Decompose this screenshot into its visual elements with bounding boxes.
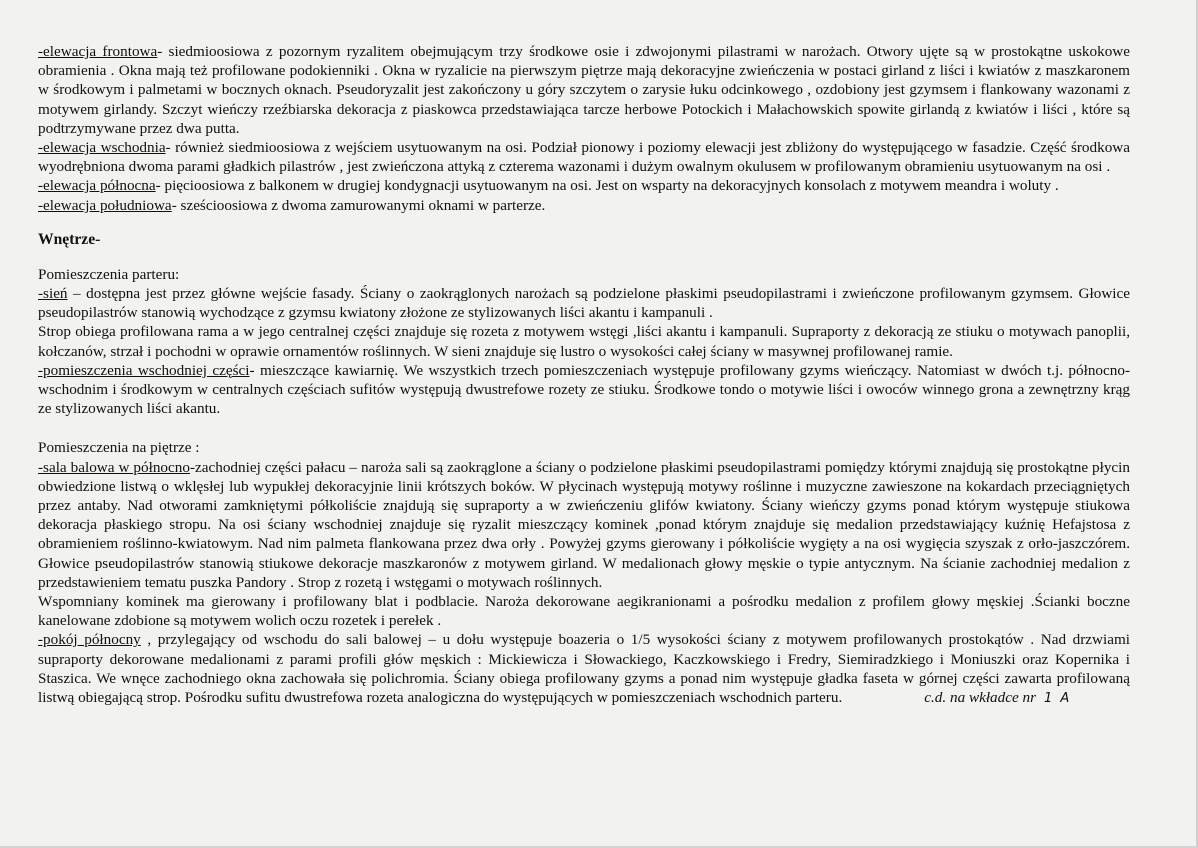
upper-floor-item-text: , przylegający od wschodu do sali balowej – u dołu występuje boazeria o 1/5 wysokości ściany z motywem profilowanych prostokątów . Nad drzwiami supraporty dekorowane medalionami z parami profili głów męskich : Mickiewicza i Słowackiego, Kaczkowskiego i Fredry, Siemiradzkiego i Moniuszki oraz Kopernika i Staszica. We wnęce zachodniego okna zachowała się polichromia. Ściany obiega profilowany gzyms a ponad nim występuje gładka faseta w górnej części zawarta profilowaną listwą obiegającą strop. Pośrodku sufitu dwustrefowa rozeta analogiczna do występujących w pomieszczeniach wschodnich parteru. — [38, 631, 1130, 707]
upper-floor-item-text: Wspomniany kominek ma gierowany i profilowany blat i podblacie. Naroża dekorowane aegikranionami a pośrodku medalion z profilem głowy męskiej .Ścianki boczne kanelowane zdobione są motywem wolich oczu rozetek i perełek . — [38, 593, 1130, 630]
ground-floor-item-label: -sień — [38, 285, 68, 303]
ground-floor-item — [38, 284, 1130, 322]
ground-floor-item — [38, 322, 1130, 360]
upper-floor-item — [38, 592, 1130, 630]
continuation-number: 1 A — [1044, 691, 1072, 707]
facade-south-label: -elewacja południowa — [38, 196, 172, 214]
facade-front — [38, 42, 1130, 138]
ground-floor-item-text: – dostępna jest przez główne wejście fasady. Ściany o zaokrąglonych narożach są podzielone płaskimi pseudopilastrami i zwieńczone profilowanym gzymsem. Głowice pseudopilastrów stanowią wychodzące z gzymsu kwiatony złożone ze stylizowanych liści akantu i kampanuli . — [38, 285, 1130, 322]
upper-floor-item-label: -sala balowa w północno — [38, 458, 190, 476]
facade-north — [38, 176, 1130, 195]
ground-floor-title: Pomieszczenia parteru: — [38, 265, 180, 283]
ground-floor-item-label: -pomieszczenia wschodniej części — [38, 361, 250, 379]
facade-front-label: -elewacja frontowa — [38, 43, 158, 60]
ground-floor-item-text: - mieszczące kawiarnię. We wszystkich trzech pomieszczeniach występuje profilowany gzyms wieńczący. Natomiast w dwóch t.j. północno-wschodnim i środkowym w centralnych częściach sufitów występują dwustrefowe rozety ze stiuku. Środkowe tondo o motywie liści i owoców winnego grona a zewnętrzny krąg ze stylizowanych liści akantu. — [38, 361, 1131, 418]
ground-floor-item — [38, 361, 1130, 419]
document-body — [38, 42, 1130, 708]
facade-east — [38, 138, 1130, 176]
facade-east-label: -elewacja wschodnia — [38, 139, 166, 157]
interior-heading: Wnętrze- — [38, 230, 101, 248]
ground-floor-item-text: Strop obiega profilowana rama a w jego centralnej części znajduje się rozeta z motywem wstęgi ,liści akantu i kampanuli. Supraporty z dekoracją ze stiuku o motywach panoplii, kołczanów, strzał i pochodni w oprawie ornamentów roślinnych. W sieni znajduje się lustro o wysokości całej ściany w masywnej profilowanej ramie. — [38, 323, 1130, 360]
facade-south-text: - sześcioosiowa z dwoma zamurowanymi oknami w parterze. — [171, 196, 546, 214]
upper-floor-item — [38, 630, 1130, 708]
upper-floor-item-text: -zachodniej części pałacu – naroża sali są zaokrąglone a ściany o podzielone płaskimi pseudopilastrami pomiędzy którymi znajdują się prostokątne płycin obwiedzione listwą o wklęsłej lub wypukłej dekoracyjnie linii krótszych boków. W płycinach występują motywy roślinne i muzyczne zawieszone na kokardach przeciągniętych przez antaby. Nad otworami zamkniętymi półkoliście znajdują się supraporty a w zwieńczeniu glifów kwiatony. Ściany wieńczy gzyms ponad którym występuje stiukowa dekoracja płaskiego stropu. Na osi ściany wschodniej znajduje się ryzalit mieszczący kominek ,ponad którym znajduje się medalion przedstawiający kuźnię Hefajstosa z obramieniem roślinno-kwiatowym. Nad nim palmeta flankowana przez dwa orły . Powyżej gzyms gierowany i półkoliście wygięty a na osi wygięcia szyszak z orło-jaszczórem. Głowice pseudopilastrów stanowią stiukowe dekoracje maszkaronów z motywem girland. W medalionach głowy męskie o typie antycznym. Na ścianie zachodniej medalion z przedstawieniem tematu puszka Pandory . Strop z rozetą i wstęgami o motywach roślinnych. — [38, 458, 1130, 591]
facade-north-label: -elewacja północna — [38, 177, 156, 195]
facade-south — [38, 196, 1130, 215]
continuation-note: c.d. na wkładce nr — [924, 689, 1037, 707]
upper-floor-item-label: -pokój północny — [38, 631, 141, 649]
upper-floor-title: Pomieszczenia na piętrze : — [38, 439, 200, 457]
facade-north-text: - pięcioosiowa z balkonem w drugiej kondygnacji usytuowanym na osi. Jest on wsparty na dekoracyjnych konsolach z motywem meandra i woluty . — [155, 177, 1059, 195]
facade-east-text: - również siedmioosiowa z wejściem usytuowanym na osi. Podział pionowy i poziomy elewacji jest zbliżony do występującego w fasadzie. Część środkowa wyodrębniona dwoma parami gładkich pilastrów , jest zwieńczona attyką z czterema wazonami i dużym owalnym okulusem w profilowanym obramieniu usytuowanym na osi . — [38, 139, 1131, 176]
upper-floor-item — [38, 458, 1130, 592]
facade-front-text: - siedmioosiowa z pozornym ryzalitem obejmującym trzy środkowe osie i zdwojonymi pilastrami w narożach. Otwory ujęte są w prostokątne uskokowe obramienia . Okna mają też profilowane podokienniki . Okna w ryzalicie na pierwszym piętrze mają dekoracyjne zwieńczenia w postaci girland z liści i kwiatów z maszkaronem w środkowym i palmetami w bocznych oknach. Pseudoryzalit jest zakończony u góry szczytem o zarysie łuku odcinkowego , ozdobiony jest gzymsem i flankowany wazonami z motywem girlandy. Szczyt wieńczy rzeźbiarska dekoracja z piaskowca przedstawiająca tarcze herbowe Potockich i Małachowskich spowite girlandą z kwiatów i liści , które są podtrzymywane przez dwa putta. — [38, 43, 1130, 137]
